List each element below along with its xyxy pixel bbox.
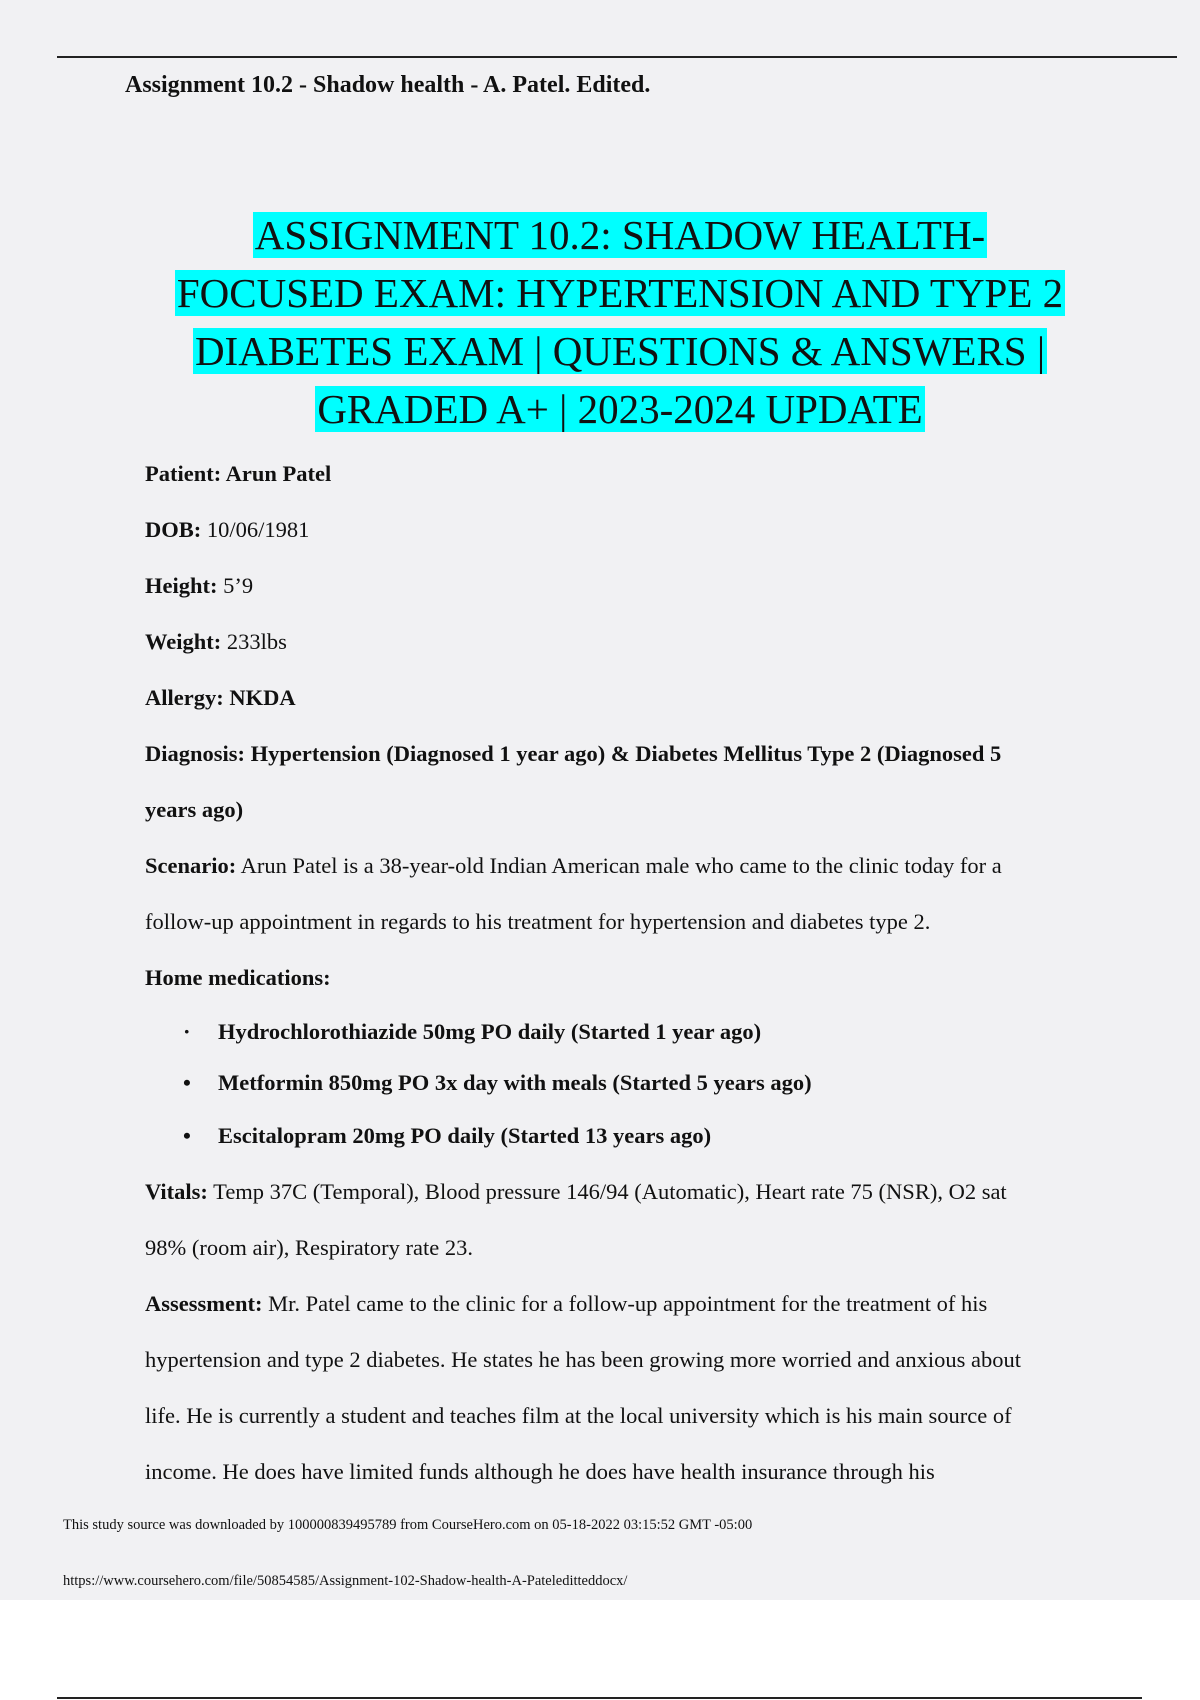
source-url[interactable]: https://www.coursehero.com/file/50854585/Assignment-102-Shadow-health-A-Pateleditteddocx/: [63, 1573, 628, 1589]
title-line-3: DIABETES EXAM | QUESTIONS & ANSWERS |: [194, 328, 1046, 374]
scenario-text-2: follow-up appointment in regards to his treatment for hypertension and diabetes type 2.: [145, 909, 931, 934]
height-line: [145, 558, 1095, 614]
allergy-value: NKDA: [229, 685, 296, 710]
bullet-icon: •: [183, 1070, 191, 1095]
diagnosis-text-1: Hypertension (Diagnosed 1 year ago) & Diabetes Mellitus Type 2 (Diagnosed 5: [250, 741, 1002, 766]
dob-label: DOB:: [145, 517, 202, 542]
download-note: This study source was downloaded by 100000839495789 from CourseHero.com on 05-18-2022 03:15:52 GMT -05:00: [63, 1517, 753, 1533]
assessment-line-4: income. He does have limited funds although he does have health insurance through his: [145, 1459, 935, 1484]
medication-list: [145, 1006, 1095, 1164]
medications-heading: Home medications:: [145, 965, 331, 990]
allergy-label: Allergy:: [145, 685, 224, 710]
dob-line: [145, 502, 1095, 558]
bullet-icon: •: [183, 1123, 191, 1148]
medication-text: Metformin 850mg PO 3x day with meals (Started 5 years ago): [218, 1070, 812, 1095]
bullet-icon: ·: [183, 1019, 191, 1044]
top-rule: [57, 56, 1177, 58]
medication-text: Hydrochlorothiazide 50mg PO daily (Started 1 year ago): [218, 1019, 762, 1044]
height-label: Height:: [145, 573, 218, 598]
weight-line: [145, 614, 1095, 670]
patient-name: Arun Patel: [225, 461, 332, 486]
diagnosis-text-2: years ago): [145, 797, 244, 822]
scenario-line: [145, 838, 1095, 894]
scenario-label: Scenario:: [145, 853, 237, 878]
list-item: [183, 1108, 1095, 1164]
vitals-text-2: 98% (room air), Respiratory rate 23.: [145, 1235, 474, 1260]
weight-value: 233lbs: [226, 629, 287, 654]
running-header: Assignment 10.2 - Shadow health - A. Patel. Edited.: [125, 72, 651, 98]
patient-name-label: Patient:: [145, 461, 222, 486]
vitals-text-1: Temp 37C (Temporal), Blood pressure 146/94 (Automatic), Heart rate 75 (NSR), O2 sat: [213, 1179, 1007, 1204]
document-body: [145, 446, 1095, 1500]
diagnosis-line-cont: [145, 782, 1095, 838]
vitals-line: [145, 1164, 1095, 1220]
title-line-2: FOCUSED EXAM: HYPERTENSION AND TYPE 2: [176, 270, 1064, 316]
document-title: [60, 206, 1180, 438]
assessment-label: Assessment:: [145, 1291, 263, 1316]
vitals-line-cont: [145, 1220, 1095, 1276]
title-line-4: GRADED A+ | 2023-2024 UPDATE: [317, 386, 923, 432]
list-item: [183, 1058, 1095, 1108]
assessment-line: [145, 1276, 1095, 1332]
medication-text: Escitalopram 20mg PO daily (Started 13 years ago): [218, 1123, 712, 1148]
assessment-text-1: Mr. Patel came to the clinic for a follow-up appointment for the treatment of his: [268, 1291, 988, 1316]
allergy-line: [145, 670, 1095, 726]
vitals-label: Vitals:: [145, 1179, 208, 1204]
diagnosis-line: [145, 726, 1095, 782]
patient-name-line: [145, 446, 1095, 502]
height-value: 5’9: [223, 573, 254, 598]
scenario-text-1: Arun Patel is a 38-year-old Indian American male who came to the clinic today for a: [240, 853, 1002, 878]
list-item: [183, 1006, 1095, 1058]
assessment-line-2: hypertension and type 2 diabetes. He states he has been growing more worried and anxious about: [145, 1347, 1022, 1372]
scenario-line-cont: [145, 894, 1095, 950]
assessment-line-3: life. He is currently a student and teaches film at the local university which is his main source of: [145, 1403, 1012, 1428]
dob-value: 10/06/1981: [206, 517, 310, 542]
bottom-rule: [57, 1697, 1142, 1699]
diagnosis-label: Diagnosis:: [145, 741, 246, 766]
title-line-1: ASSIGNMENT 10.2: SHADOW HEALTH-: [254, 212, 986, 258]
weight-label: Weight:: [145, 629, 222, 654]
